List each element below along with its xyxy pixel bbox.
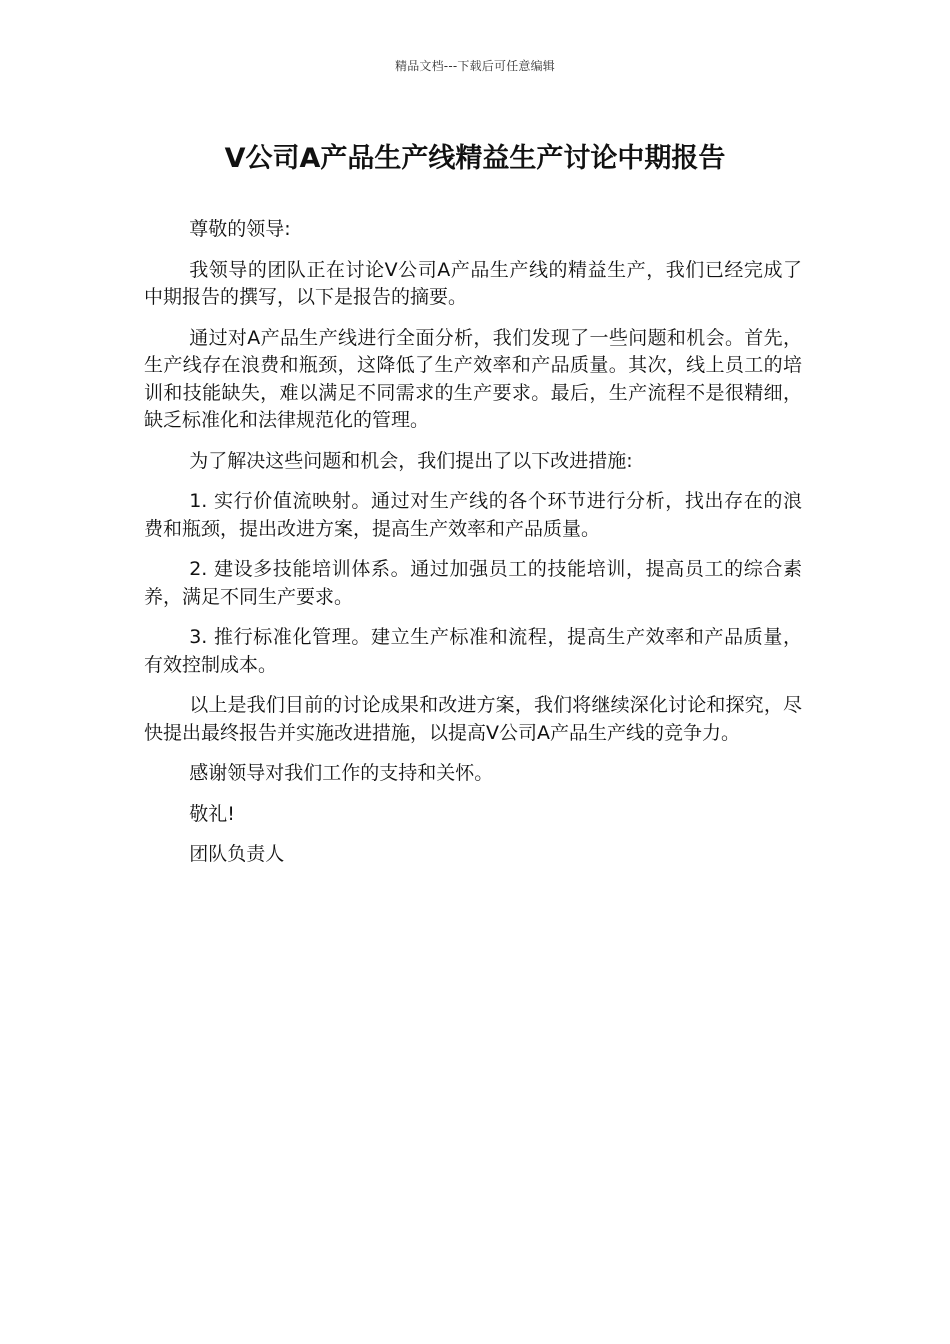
measure-item-1: 1. 实行价值流映射。通过对生产线的各个环节进行分析，找出存在的浪费和瓶颈，提出改进方案，提高生产效率和产品质量。: [144, 490, 802, 540]
closing-salute: 敬礼!: [189, 802, 235, 825]
summary-paragraph: 以上是我们目前的讨论成果和改进方案，我们将继续深化讨论和探究，尽快提出最终报告并实施改进措施，以提高V公司A产品生产线的竞争力。: [144, 694, 802, 744]
thanks-paragraph: 感谢领导对我们工作的支持和关怀。: [189, 762, 494, 784]
page-header-note: 精品文档---下载后可任意编辑: [395, 59, 555, 73]
salutation: 尊敬的领导:: [189, 218, 291, 240]
measures-intro-paragraph: 为了解决这些问题和机会，我们提出了以下改进措施:: [189, 449, 633, 472]
document-body: [144, 216, 802, 882]
intro-paragraph: 我领导的团队正在讨论V公司A产品生产线的精益生产，我们已经完成了中期报告的撰写，以下是报告的摘要。: [144, 258, 802, 308]
document-title: V公司A产品生产线精益生产讨论中期报告: [224, 143, 726, 174]
measure-item-3: 3. 推行标准化管理。建立生产标准和流程，提高生产效率和产品质量，有效控制成本。: [144, 626, 802, 676]
analysis-paragraph: 通过对A产品生产线进行全面分析，我们发现了一些问题和机会。首先，生产线存在浪费和瓶颈，这降低了生产效率和产品质量。其次，线上员工的培训和技能缺失，难以满足不同需求的生产要求。最后，生产流程不是很精细，缺乏标准化和法律规范化的管理。: [144, 326, 802, 431]
measure-item-2: 2. 建设多技能培训体系。通过加强员工的技能培训，提高员工的综合素养，满足不同生产要求。: [144, 558, 802, 608]
signature-line: 团队负责人: [189, 843, 285, 865]
